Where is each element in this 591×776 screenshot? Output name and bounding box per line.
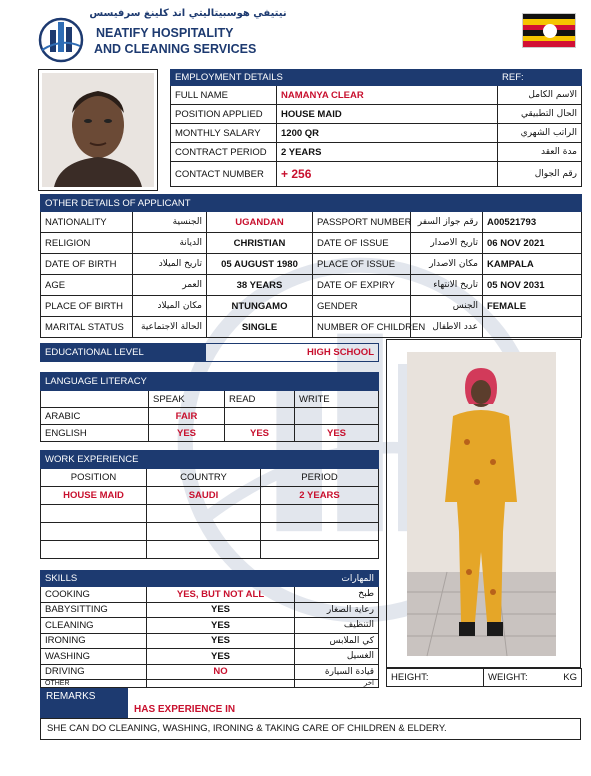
skill-washing-label: WASHING [41, 649, 147, 665]
work-country: SAUDI [147, 487, 261, 505]
work-experience-table [40, 450, 379, 559]
work-period: 2 YEARS [261, 487, 379, 505]
work-experience-title: WORK EXPERIENCE [41, 451, 379, 469]
skill-cleaning-value: YES [147, 618, 295, 634]
skill-cooking-value: YES, BUT NOT ALL [147, 587, 295, 603]
skill-washing-arabic: الغسيل [295, 649, 379, 665]
language-literacy-table [40, 372, 379, 442]
skill-other-label: OTHER [41, 680, 147, 688]
language-header-blank [41, 391, 149, 408]
work-period [261, 505, 379, 523]
write-header: WRITE [295, 391, 379, 408]
place-of-issue-value: KAMPALA [483, 254, 582, 275]
nationality-value: UGANDAN [207, 212, 313, 233]
skill-babysitting-label: BABYSITTING [41, 602, 147, 618]
position-applied-value: HOUSE MAID [277, 105, 498, 124]
number-of-children-value [483, 317, 582, 338]
date-of-issue-label: DATE OF ISSUE [313, 233, 411, 254]
table-row [41, 487, 379, 505]
date-of-birth-label: DATE OF BIRTH [41, 254, 133, 275]
nationality-arabic: الجنسية [133, 212, 207, 233]
place-of-birth-label: PLACE OF BIRTH [41, 296, 133, 317]
religion-label: RELIGION [41, 233, 133, 254]
read-header: READ [225, 391, 295, 408]
work-period [261, 541, 379, 559]
english-speak: YES [149, 425, 225, 442]
remarks-title: REMARKS [40, 688, 128, 718]
arabic-read [225, 408, 295, 425]
age-value: 38 YEARS [207, 275, 313, 296]
education-table [40, 343, 379, 362]
period-header: PERIOD [261, 469, 379, 487]
uganda-flag-icon [522, 13, 576, 48]
position-header: POSITION [41, 469, 147, 487]
language-name-arabic: ARABIC [41, 408, 149, 425]
skill-driving-value: NO [147, 664, 295, 680]
religion-arabic: الديانة [133, 233, 207, 254]
work-country [147, 523, 261, 541]
age-label: AGE [41, 275, 133, 296]
marital-status-value: SINGLE [207, 317, 313, 338]
education-label: EDUCATIONAL LEVEL [41, 344, 206, 362]
work-position: HOUSE MAID [41, 487, 147, 505]
work-country [147, 505, 261, 523]
age-arabic: العمر [133, 275, 207, 296]
skill-cleaning-arabic: التنظيف [295, 618, 379, 634]
date-of-expiry-value: 05 NOV 2031 [483, 275, 582, 296]
height-weight-table [386, 668, 582, 687]
passport-number-label: PASSPORT NUMBER [313, 212, 411, 233]
applicant-face-photo [38, 69, 158, 191]
marital-status-label: MARITAL STATUS [41, 317, 133, 338]
contract-period-arabic: مدة العقد [498, 143, 582, 162]
skill-ironing-label: IRONING [41, 633, 147, 649]
place-of-birth-arabic: مكان الميلاد [133, 296, 207, 317]
passport-number-arabic: رقم جواز السفر [411, 212, 483, 233]
date-of-birth-value: 05 AUGUST 1980 [207, 254, 313, 275]
education-value: HIGH SCHOOL [206, 344, 379, 362]
building-logo-icon [38, 12, 84, 64]
speak-header: SPEAK [149, 391, 225, 408]
company-header [38, 8, 287, 68]
work-position [41, 523, 147, 541]
full-name-value: NAMANYA CLEAR [277, 86, 498, 105]
full-name-label: FULL NAME [171, 86, 277, 105]
weight-unit: KG [563, 672, 577, 683]
contract-period-label: CONTRACT PERIOD [171, 143, 277, 162]
religion-value: CHRISTIAN [207, 233, 313, 254]
applicant-full-body-photo [386, 339, 581, 668]
company-name-arabic: نيتيفي هوسبيتاليتي اند كلينغ سرفيسس [89, 8, 287, 19]
passport-number-value: A00521793 [483, 212, 582, 233]
language-literacy-title: LANGUAGE LITERACY [41, 373, 379, 391]
employment-details-title: EMPLOYMENT DETAILS [171, 70, 498, 86]
employment-details-table [170, 69, 582, 187]
date-of-expiry-label: DATE OF EXPIRY [313, 275, 411, 296]
weight-label: WEIGHT: [488, 672, 528, 683]
skill-cooking-label: COOKING [41, 587, 147, 603]
height-label: HEIGHT: [387, 669, 484, 687]
arabic-speak: FAIR [149, 408, 225, 425]
work-country [147, 541, 261, 559]
skills-table [40, 570, 379, 688]
remarks-highlight: HAS EXPERIENCE IN [134, 704, 236, 715]
table-row [41, 541, 379, 559]
arabic-write [295, 408, 379, 425]
contact-number-arabic: رقم الجوال [498, 162, 582, 187]
date-of-birth-arabic: تاريخ الميلاد [133, 254, 207, 275]
table-row [41, 505, 379, 523]
country-header: COUNTRY [147, 469, 261, 487]
skills-title: SKILLS [41, 571, 295, 587]
language-name-english: ENGLISH [41, 425, 149, 442]
skill-ironing-value: YES [147, 633, 295, 649]
contact-number-label: CONTACT NUMBER [171, 162, 277, 187]
date-of-issue-arabic: تاريخ الاصدار [411, 233, 483, 254]
full-name-arabic: الاسم الكامل [498, 86, 582, 105]
skill-babysitting-value: YES [147, 602, 295, 618]
work-position [41, 505, 147, 523]
contact-number-value: + 256 [277, 162, 498, 187]
place-of-birth-value: NTUNGAMO [207, 296, 313, 317]
place-of-issue-arabic: مكان الاصدار [411, 254, 483, 275]
place-of-issue-label: PLACE OF ISSUE [313, 254, 411, 275]
contract-period-value: 2 YEARS [277, 143, 498, 162]
remarks-text: SHE CAN DO CLEANING, WASHING, IRONING & TAKING CARE OF CHILDREN & ELDERY. [47, 723, 447, 734]
company-name-line1: NEATIFY HOSPITALITY [96, 26, 234, 40]
table-row [41, 523, 379, 541]
gender-arabic: الجنس [411, 296, 483, 317]
skill-other-arabic: اخر [295, 680, 379, 688]
gender-value: FEMALE [483, 296, 582, 317]
remarks-box [40, 718, 581, 740]
skill-cooking-arabic: طبخ [295, 587, 379, 603]
number-of-children-label: NUMBER OF CHILDREN [313, 317, 411, 338]
ref-label: REF: [498, 70, 582, 86]
skill-driving-label: DRIVING [41, 664, 147, 680]
date-of-issue-value: 06 NOV 2021 [483, 233, 582, 254]
position-applied-label: POSITION APPLIED [171, 105, 277, 124]
nationality-label: NATIONALITY [41, 212, 133, 233]
skill-driving-arabic: قيادة السيارة [295, 664, 379, 680]
work-position [41, 541, 147, 559]
weight-cell [484, 669, 582, 687]
date-of-expiry-arabic: تاريخ الانتهاء [411, 275, 483, 296]
skill-washing-value: YES [147, 649, 295, 665]
english-read: YES [225, 425, 295, 442]
english-write: YES [295, 425, 379, 442]
company-name-line2: AND CLEANING SERVICES [94, 42, 257, 56]
skill-other-value [147, 680, 295, 688]
other-details-table [40, 194, 582, 338]
marital-status-arabic: الحالة الاجتماعية [133, 317, 207, 338]
skill-babysitting-arabic: رعاية الصغار [295, 602, 379, 618]
monthly-salary-value: 1200 QR [277, 124, 498, 143]
skill-ironing-arabic: كي الملابس [295, 633, 379, 649]
skills-title-arabic: المهارات [295, 571, 379, 587]
other-details-title: OTHER DETAILS OF APPLICANT [41, 195, 582, 212]
position-applied-arabic: الحال التطبيقي [498, 105, 582, 124]
number-of-children-arabic: عدد الاطفال [411, 317, 483, 338]
skill-cleaning-label: CLEANING [41, 618, 147, 634]
gender-label: GENDER [313, 296, 411, 317]
work-period [261, 523, 379, 541]
monthly-salary-label: MONTHLY SALARY [171, 124, 277, 143]
monthly-salary-arabic: الراتب الشهري [498, 124, 582, 143]
